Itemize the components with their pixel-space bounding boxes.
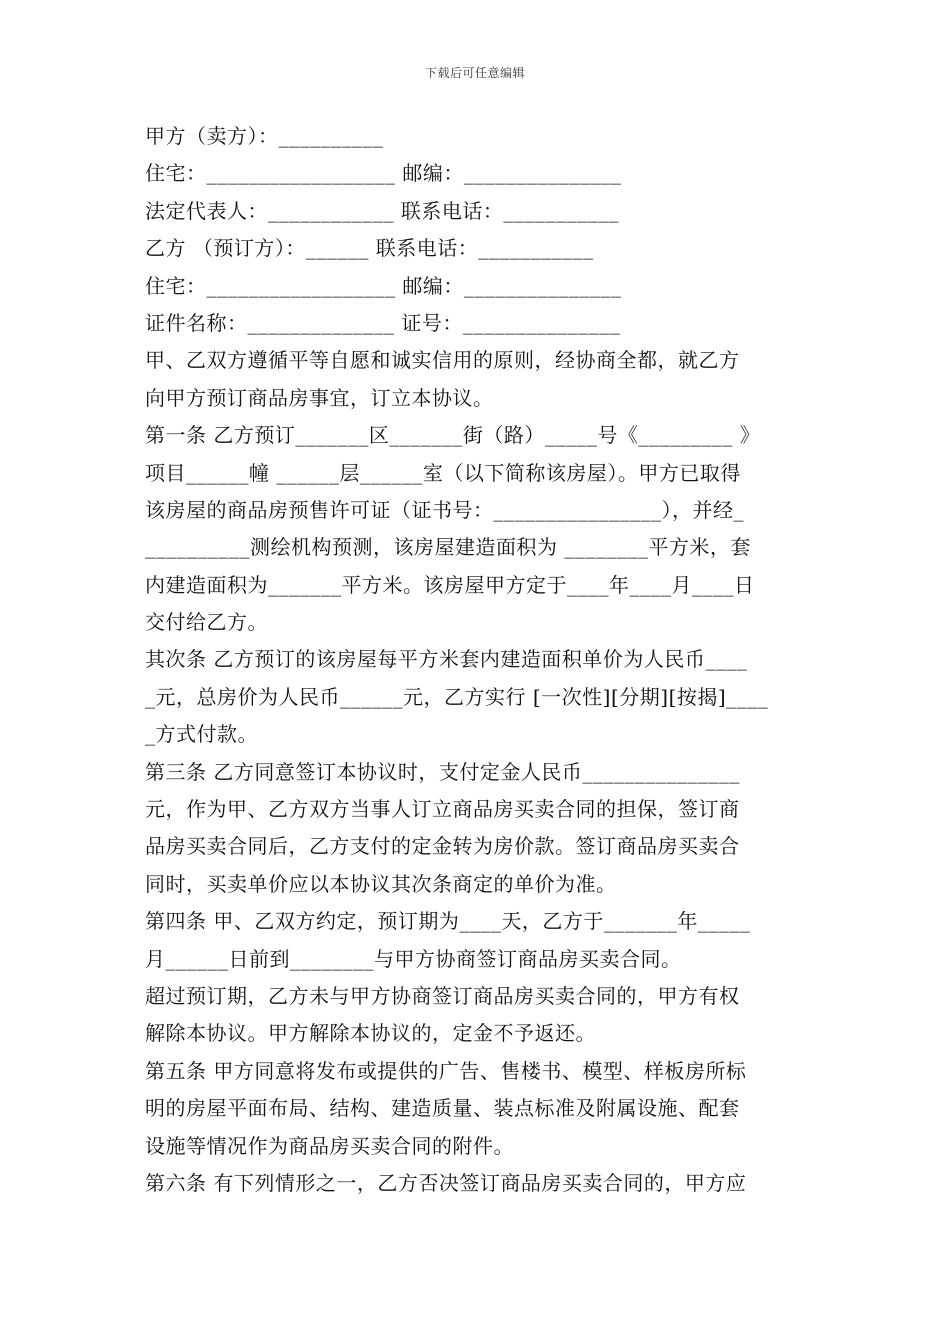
preamble-line: 向甲方预订商品房事宜，订立本协议。: [145, 385, 494, 410]
article-1-line: 第一条 乙方预订_______区_______街（路）_____号《_________ 》: [145, 423, 761, 448]
article-6-line: 第六条 有下列情形之一，乙方否决签订商品房买卖合同的，甲方应: [145, 1170, 747, 1195]
article-3-line: 第三条 乙方同意签订本协议时，支付定金人民币_______________: [145, 759, 740, 784]
party-a-address-line: 住宅：__________________ 邮编：_______________: [145, 161, 622, 186]
article-4-line: 月______日前到________与甲方协商签订商品房买卖合同。: [145, 946, 682, 971]
article-5-line: 第五条 甲方同意将发布或提供的广告、售楼书、模型、样板房所标: [145, 1058, 747, 1083]
article-1-line: 内建造面积为_______平方米。该房屋甲方定于____年____月____日: [145, 572, 755, 597]
article-1-line: 交付给乙方。: [145, 610, 268, 635]
party-b-line: 乙方 （预订方）：______ 联系电话：___________: [145, 236, 594, 261]
article-3-line: 品房买卖合同后，乙方支付的定金转为房价款。签订商品房买卖合: [145, 834, 740, 859]
article-4-line: 第四条 甲、乙双方约定，预订期为____天，乙方于_______年_____: [145, 909, 751, 934]
legal-representative-line: 法定代表人：____________ 联系电话：___________: [145, 198, 619, 223]
article-1-line: 项目______幢 ______层______室（以下简称该房屋）。甲方已取得: [145, 460, 741, 485]
article-1-line: 该房屋的商品房预售许可证（证书号：________________），并经_: [145, 497, 744, 522]
header-note: 下载后可任意编辑: [424, 66, 525, 80]
article-3-line: 元，作为甲、乙方双方当事人订立商品房买卖合同的担保，签订商: [145, 797, 740, 822]
article-1-line: __________测绘机构预测，该房屋建造面积为 ________平方米，套: [145, 535, 751, 560]
id-document-line: 证件名称：______________ 证号：_______________: [145, 310, 621, 335]
article-5-line: 设施等情况作为商品房买卖合同的附件。: [145, 1133, 514, 1158]
article-5-line: 明的房屋平面布局、结构、建造质量、装点标准及附属设施、配套: [145, 1096, 740, 1121]
party-a-line: 甲方（卖方）：__________: [145, 124, 384, 148]
article-4-line: 超过预订期，乙方未与甲方协商签订商品房买卖合同的，甲方有权: [145, 983, 740, 1008]
party-b-address-line: 住宅：__________________ 邮编：_______________: [145, 273, 622, 298]
article-2-line: _方式付款。: [145, 722, 258, 747]
article-2-line: _元，总房价为人民币______元，乙方实行 [一次性][分期][按揭]____: [145, 684, 769, 709]
document-body: [145, 118, 810, 1202]
article-2-line: 其次条 乙方预订的该房屋每平方米套内建造面积单价为人民币____: [145, 647, 748, 672]
article-4-line: 解除本协议。甲方解除本协议的，定金不予返还。: [145, 1021, 596, 1046]
preamble-line: 甲、乙双方遵循平等自愿和诚实信用的原则，经协商全都，就乙方: [145, 348, 740, 373]
article-3-line: 同时，买卖单价应以本协议其次条商定的单价为准。: [145, 871, 617, 896]
